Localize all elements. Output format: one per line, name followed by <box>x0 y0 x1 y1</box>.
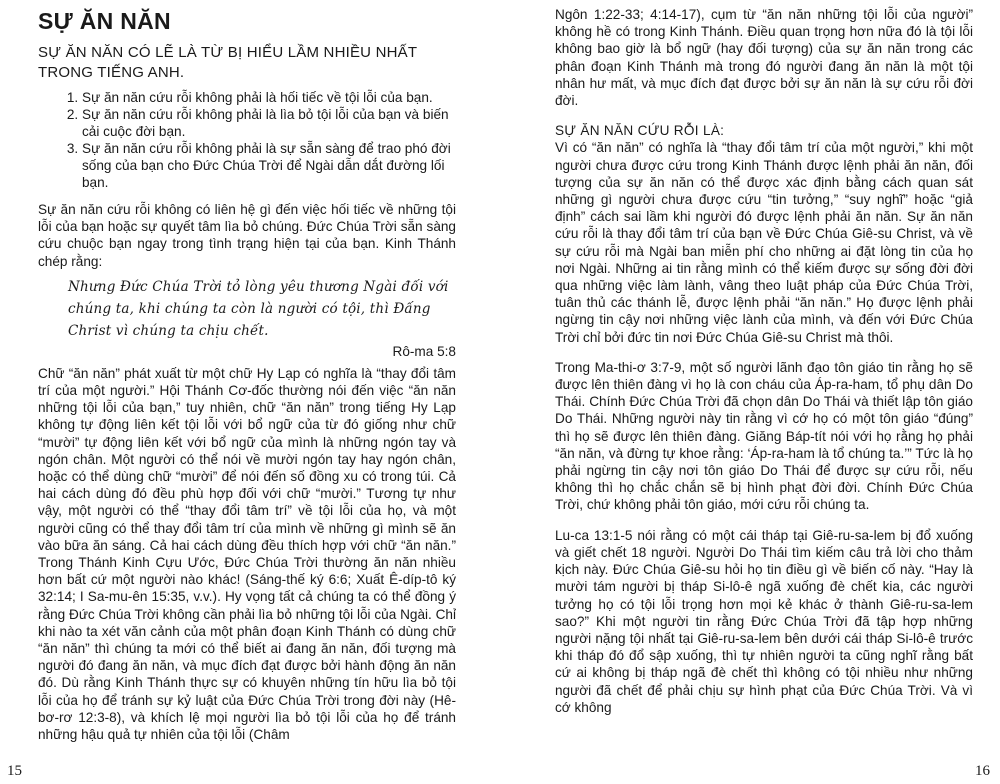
subtitle: SỰ ĂN NĂN CÓ LẼ LÀ TỪ BỊ HIỂU LẦM NHIỀU NHẤT TRONG TIẾNG ANH. <box>38 44 417 81</box>
points-list <box>38 89 456 191</box>
right-column <box>555 6 973 716</box>
point-2: 2. Sự ăn năn cứu rỗi không phải là lìa bỏ tội lỗi của bạn và biến cải cuộc đời bạn. <box>82 106 456 140</box>
right-page <box>500 0 1000 784</box>
right-paragraph-3: Trong Ma-thi-ơ 3:7-9, một số người lãnh đạo tôn giáo tin rằng họ sẽ được lên thiên đàng vì họ là con cháu của Áp-ra-ham, tổ phụ dân Do Thái. Chính Đức Chúa Trời đã chọn dân Do Thái và thiết lập tôn giáo Do Thái. Những người này tin rằng vì cớ họ có một tôn giáo “đúng” thì họ sẽ được lên thiên đàng. Giăng Báp-tít nói với họ rằng họ phải “ăn năn, và đừng tự khoe rằng: ‘Áp-ra-ham là tổ chúng ta.’” Tức là họ phải ngừng tin cậy nơi tôn giáo Do Thái để được sự cứu rỗi, nếu không thì họ chắc chắn sẽ bị hình phạt đời đời. Chính Đức Chúa Trời, chứ không phải tôn giáo, mới cứu rỗi chúng ta. <box>555 359 973 513</box>
left-paragraph-1: Sự ăn năn cứu rỗi không có liên hệ gì đến việc hối tiếc về những tội lỗi của bạn hoặc sự quyết tâm lìa bỏ chúng. Đức Chúa Trời sẵn sàng cứu chuộc bạn ngay trong tình trạng hiện tại của bạn. Kinh Thánh chép rằng: <box>38 202 456 269</box>
page-number-left: 15 <box>7 763 22 779</box>
page-number-right: 16 <box>975 763 990 779</box>
point-1: 1. Sự ăn năn cứu rỗi không phải là hối tiếc về tội lỗi của bạn. <box>82 89 456 106</box>
right-paragraph-4: Lu-ca 13:1-5 nói rằng có một cái tháp tại Giê-ru-sa-lem bị đổ xuống và giết chết 18 người. Người Do Thái tìm kiếm câu trả lời cho thảm kịch này. Đức Chúa Giê-su hỏi họ tin điều gì về biến cố này. “Hay là mười tám người bị tháp Si-lô-ê ngã xuống đè chết kia, các người tưởng họ có tội lỗi trọng hơn mọi kẻ khác ở thành Giê-ru-sa-lem sao?” Khi một người tin rằng Đức Chúa Trời đã tập hợp những người nặng tội nhất tại Giê-ru-sa-lem bên dưới cái tháp Si-lô-ê trước khi tháp đó đổ sập xuống, thì tự nhiên người ta cũng nghĩ rằng bất cứ ai không bị tháp ngã đè chết thì không có tội nhiều như những người đã chết để phải chịu sự hình phạt của Đức Chúa Trời. Và vì cớ không <box>555 527 973 715</box>
scripture-reference: Rô-ma 5:8 <box>392 343 456 359</box>
right-paragraph-2: Vì có “ăn năn” có nghĩa là “thay đổi tâm trí của một người,” khi một người chưa được cứu trong Kinh Thánh được lệnh phải ăn năn, đối tượng của sự ăn năn có thể được xác định bằng cách quan sát những gì người chưa được cứu “tin tưởng,” “suy nghĩ” hoặc “giả định” cách sai lầm khi người đó được lệnh phải ăn năn. Sự ăn năn cứu rỗi là thay đổi tâm trí của bạn về Đức Chúa Giê-su Christ, và về sự cứu rỗi mà Ngài ban miễn phí cho những ai đặt lòng tin của họ nơi Ngài. Những ai tin rằng mình có thể kiếm được sự sống đời đời qua những việc làm lành, vâng theo luật pháp của Đức Chúa Trời, tuân thủ các thánh lễ, được lệnh phải “ăn năn.” Họ được lệnh phải ngừng tin cậy nơi những việc lành của mình, và đến với Đức Chúa Trời chỉ bởi đức tin nơi Đức Chúa Giê-su Christ mà thôi. <box>555 140 973 345</box>
left-column <box>38 8 456 743</box>
right-paragraph-1: Ngôn 1:22-33; 4:14-17), cụm từ “ăn năn những tội lỗi của người” không hề có trong Kinh Thánh. Điều quan trọng hơn nữa đó là tội lỗi không bao giờ là bổ ngữ (hay đối tượng) của sự ăn năn trong các phân đoạn Kinh Thánh mà trong đó người đang ăn năn là một tội nhân hư mất, và mục đích đạt được bởi sự ăn năn là sự cứu rỗi đời đời. <box>555 7 973 109</box>
page-title: SỰ ĂN NĂN <box>38 8 171 34</box>
section-heading: SỰ ĂN NĂN CỨU RỖI LÀ: <box>555 123 725 139</box>
left-paragraph-2: Chữ “ăn năn” phát xuất từ một chữ Hy Lạp có nghĩa là “thay đổi tâm trí của một người.” Hội Thánh Cơ-đốc thường nói đến việc “ăn năn những tội lỗi của bạn,” tuy nhiên, chữ “ăn năn” trong tiếng Hy Lạp không tự động liên kết tội lỗi với bổ ngữ của từ đó giống như chữ “mười” tự động liên kết với bổ ngữ của mình là những ngón tay và ngón chân. Một người có thể nói về mười ngón tay hay ngón chân, hoặc có thể dùng chữ “mười” để nói đến số đồng xu có trong túi. Cả hai cách dùng đó đều phù hợp đối với chữ “mười.” Tương tự như vậy, một người có thể “thay đổi tâm trí” về tội lỗi của họ, và một người cũng có thể thay đổi tâm trí của mình về những gì mình sẽ ăn vào bữa ăn sáng. Cả hai cách dùng đều thích hợp với chữ “ăn năn.” Trong Thánh Kinh Cựu Ước, Đức Chúa Trời thường ăn năn nhiều hơn bất cứ một người nào khác! (Sáng-thế ký 6:6; Xuất Ê-díp-tô ký 32:14; I Sa-mu-ên 15:35, v.v.). Hy vọng tất cả chúng ta có thể đồng ý rằng Đức Chúa Trời không cần phải lìa bỏ những tội lỗi của Ngài. Chỉ khi nào ta xét văn cảnh của một phân đoạn Kinh Thánh có dùng chữ “ăn năn” thì chúng ta mới có thể biết ai đang ăn năn, đối tượng mà người đó đang ăn năn, và mục đích đạt được bởi hành động ăn năn đó. Dù rằng Kinh Thánh thực sự có khuyên những tín hữu lìa bỏ tội lỗi của họ để tránh sự kỷ luật của Đức Chúa Trời trong đời này (Hê-bơ-rơ 12:3-8), và khích lệ mọi người lìa bỏ tội lỗi của họ để tránh những hậu quả tự nhiên của tội lỗi (Châm <box>38 365 456 743</box>
point-3: 3. Sự ăn năn cứu rỗi không phải là sự sẵn sàng để trao phó đời sống của bạn cho Đức Chúa Trời để Ngài dẫn dắt đường lối bạn. <box>82 140 456 191</box>
scripture-quote: Nhưng Đức Chúa Trời tỏ lòng yêu thương Ngài đối với chúng ta, khi chúng ta còn là người có tội, thì Đấng Christ vì chúng ta chịu chết. <box>68 278 449 339</box>
